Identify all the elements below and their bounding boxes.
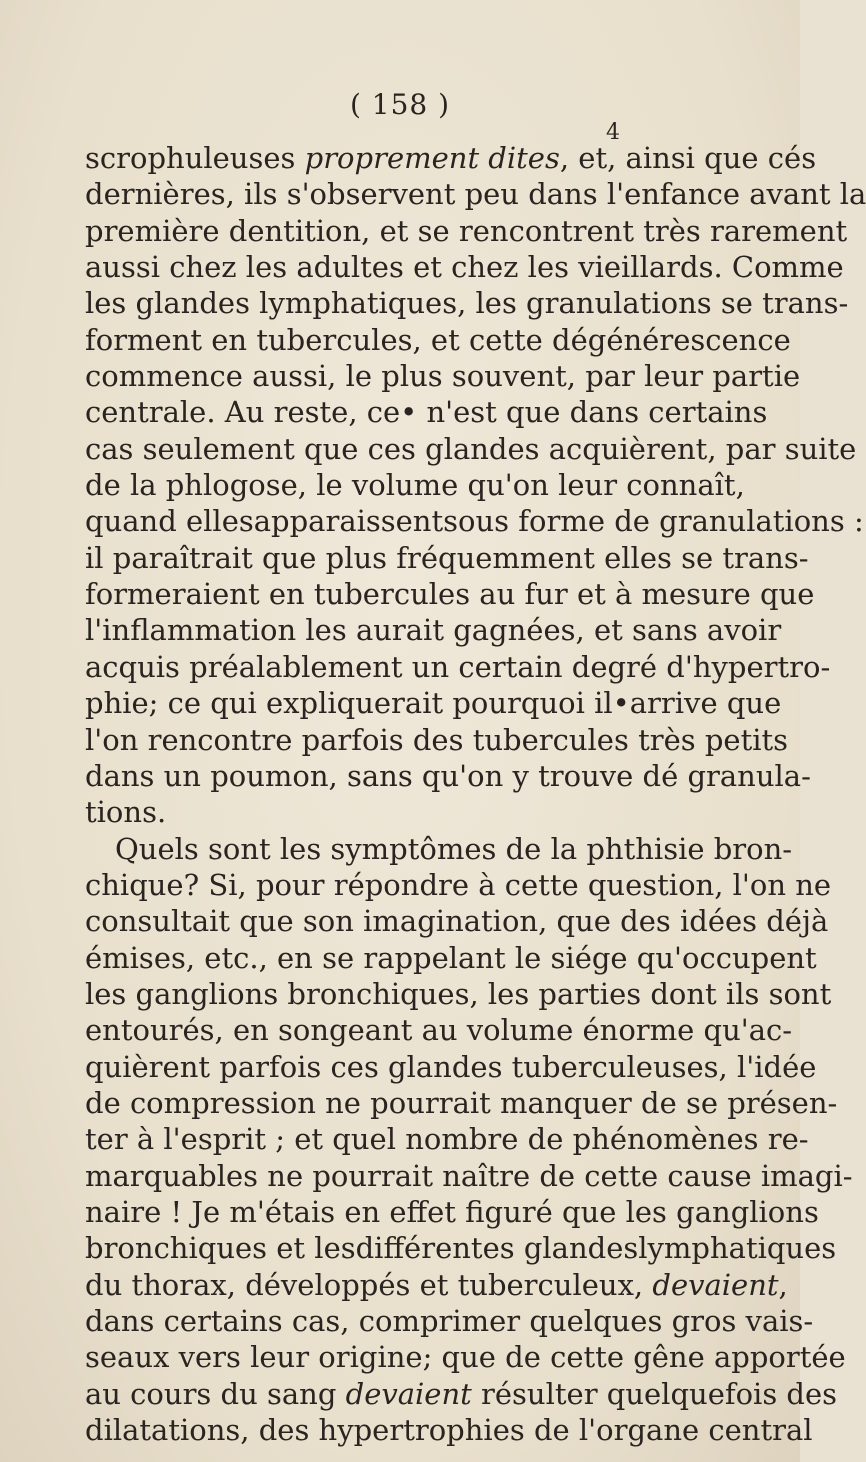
stray-mark: 4 bbox=[606, 120, 620, 145]
text-line: acquis préalablement un certain degré d'hypertro- bbox=[85, 649, 831, 684]
text-line: quièrent parfois ces glandes tuberculeuses, l'idée bbox=[85, 1049, 817, 1084]
text-line: entourés, en songeant au volume énorme qu'ac- bbox=[85, 1013, 793, 1048]
text-line: dans certains cas, comprimer quelques gros vais- bbox=[85, 1304, 814, 1338]
text-line: il paraîtrait que plus fréquemment elles se trans- bbox=[85, 540, 809, 575]
text-line: dans un poumon, sans qu'on y trouve dé granula- bbox=[85, 758, 811, 793]
text-line: l'on rencontre parfois des tubercules très petits bbox=[85, 722, 789, 757]
text-line: formeraient en tubercules au fur et à mesure que bbox=[85, 577, 815, 612]
text-line: Quels sont les symptômes de la phthisie bron- bbox=[115, 831, 793, 866]
text-line: dernières, ils s'observent peu dans l'enfance avant la bbox=[85, 177, 866, 212]
text-line: de compression ne pourrait manquer de se présen- bbox=[85, 1085, 838, 1120]
text-line: les ganglions bronchiques, les parties dont ils sont bbox=[85, 976, 832, 1011]
text-line: les glandes lymphatiques, les granulations se trans- bbox=[85, 286, 849, 321]
text-line: première dentition, et se rencontrent très rarement bbox=[85, 213, 848, 248]
text-line: de la phlogose, le volume qu'on leur connaît, bbox=[85, 468, 745, 503]
text-line: au cours du sang devaient résulter quelquefois des bbox=[85, 1376, 838, 1411]
text-line: phie; ce qui expliquerait pourquoi il•arrive que bbox=[85, 686, 782, 721]
text-line: quand ellesapparaissentsous forme de granulations : bbox=[85, 504, 864, 539]
text-line: cas seulement que ces glandes acquièrent, par suite bbox=[85, 431, 857, 466]
text-line: consultait que son imagination, que des idées déjà bbox=[85, 904, 829, 939]
text-line: l'inflammation les aurait gagnées, et sans avoir bbox=[85, 613, 782, 648]
text-line: chique? Si, pour répondre à cette question, l'on ne bbox=[85, 867, 832, 902]
text-line: marquables ne pourrait naître de cette cause imagi- bbox=[85, 1158, 853, 1193]
text-line: du thorax, développés et tuberculeux, devaient, bbox=[85, 1267, 788, 1302]
text-line: seaux vers leur origine; que de cette gêne apportée bbox=[85, 1340, 846, 1375]
text-line: ter à l'esprit ; et quel nombre de phénomènes re- bbox=[85, 1122, 809, 1157]
page-number: ( 158 ) bbox=[349, 88, 451, 121]
text-line: bronchiques et lesdifférentes glandeslymphatiques bbox=[85, 1231, 837, 1266]
text-line: naire ! Je m'étais en effet figuré que les ganglions bbox=[85, 1194, 819, 1229]
text-line: aussi chez les adultes et chez les vieillards. Comme bbox=[85, 250, 844, 285]
text-line: tions. bbox=[85, 795, 167, 830]
text-line: centrale. Au reste, ce• n'est que dans certains bbox=[85, 395, 768, 430]
text-line: commence aussi, le plus souvent, par leur partie bbox=[85, 359, 801, 394]
text-line: émises, etc., en se rappelant le siége qu'occupent bbox=[85, 940, 817, 975]
text-line: forment en tubercules, et cette dégénérescence bbox=[85, 322, 791, 357]
text-line: scrophuleuses proprement dites, et, ainsi que cés bbox=[85, 141, 817, 175]
body-text bbox=[85, 140, 866, 1448]
text-line: dilatations, des hypertrophies de l'organe central bbox=[85, 1413, 813, 1448]
